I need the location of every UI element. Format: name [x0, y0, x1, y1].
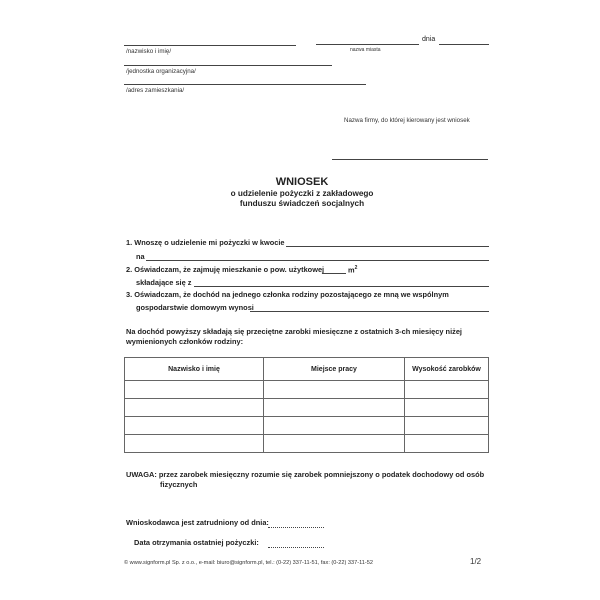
col-earnings-header: Wysokość zarobków [405, 358, 489, 381]
table-cell[interactable] [405, 381, 489, 399]
employed-since-label: Wnioskodawca jest zatrudniony od dnia: [126, 518, 269, 527]
page-number: 1/2 [470, 557, 482, 566]
name-label: /nazwisko i imię/ [126, 48, 172, 55]
purpose-field[interactable] [146, 260, 489, 261]
form-subtitle-2: funduszu świadczeń socjalnych [239, 199, 365, 208]
table-cell[interactable] [125, 417, 264, 435]
table-cell[interactable] [264, 417, 405, 435]
table-cell[interactable] [264, 381, 405, 399]
item2-sub-label: składające się z [136, 278, 192, 287]
income-field[interactable] [250, 311, 489, 312]
table-cell[interactable] [125, 381, 264, 399]
date-line[interactable] [439, 44, 489, 45]
last-loan-label: Data otrzymania ostatniej pożyczki: [134, 538, 259, 547]
rooms-field[interactable] [194, 286, 489, 287]
amount-field[interactable] [286, 246, 489, 247]
item1-na-label: na [136, 252, 145, 261]
address-label: /adres zamieszkania/ [126, 87, 185, 94]
table-header-row [125, 358, 489, 381]
item3-label: 3. Oświadczam, że dochód na jednego członka rodziny pozostającego ze mną we wspólnym [126, 290, 449, 299]
income-intro-2: wymienionych członków rodziny: [126, 337, 244, 346]
area-unit: $m^2$ [348, 265, 358, 275]
table-row [125, 435, 489, 453]
area-field[interactable] [322, 273, 346, 274]
table-cell[interactable] [264, 399, 405, 417]
item3-label-2: gospodarstwie domowym wynosi [136, 303, 254, 312]
item2-label: 2. Oświadczam, że zajmuję mieszkanie o pow. użytkowej [126, 265, 325, 274]
form-subtitle-1: o udzielenie pożyczki z zakładowego [230, 189, 374, 198]
form-title: WNIOSEK [275, 176, 329, 188]
table-row [125, 381, 489, 399]
table-row [125, 399, 489, 417]
table-cell[interactable] [405, 435, 489, 453]
place-line[interactable] [316, 44, 419, 45]
place-label: nazwa miasta [350, 47, 381, 53]
name-line[interactable] [124, 45, 296, 46]
firm-label: Nazwa firmy, do której kierowany jest wniosek [344, 117, 470, 124]
employed-since-field[interactable] [268, 527, 324, 528]
col-name-header: Nazwisko i imię [125, 358, 264, 381]
form-page [108, 22, 496, 582]
last-loan-field[interactable] [268, 547, 324, 548]
note-line-1: UWAGA: przez zarobek miesięczny rozumie się zarobek pomniejszony o podatek dochodowy od osób [126, 470, 485, 479]
family-income-table [124, 357, 489, 453]
table-cell[interactable] [405, 417, 489, 435]
date-label: dnia [422, 36, 436, 43]
table-cell[interactable] [125, 435, 264, 453]
address-line[interactable] [124, 84, 366, 85]
unit-label: /jednostka organizacyjna/ [126, 68, 196, 75]
table-cell[interactable] [405, 399, 489, 417]
firm-line[interactable] [332, 159, 488, 160]
table-cell[interactable] [125, 399, 264, 417]
unit-line[interactable] [124, 65, 332, 66]
note-line-2: fizycznych [160, 480, 198, 489]
table-cell[interactable] [264, 435, 405, 453]
footer-copyright: © www.signform.pl Sp. z o.o., e-mail: biuro@signform.pl, tel.: (0-22) 337-11-51, fax: (0-22) 337-11-52 [124, 560, 373, 566]
income-intro-1: Na dochód powyższy składają się przeciętne zarobki miesięczne z ostatnich 3-ch miesięcy niżej [126, 327, 462, 336]
item1-label: 1. Wnoszę o udzielenie mi pożyczki w kwocie [126, 238, 285, 247]
table-row [125, 417, 489, 435]
col-workplace-header: Miejsce pracy [264, 358, 405, 381]
